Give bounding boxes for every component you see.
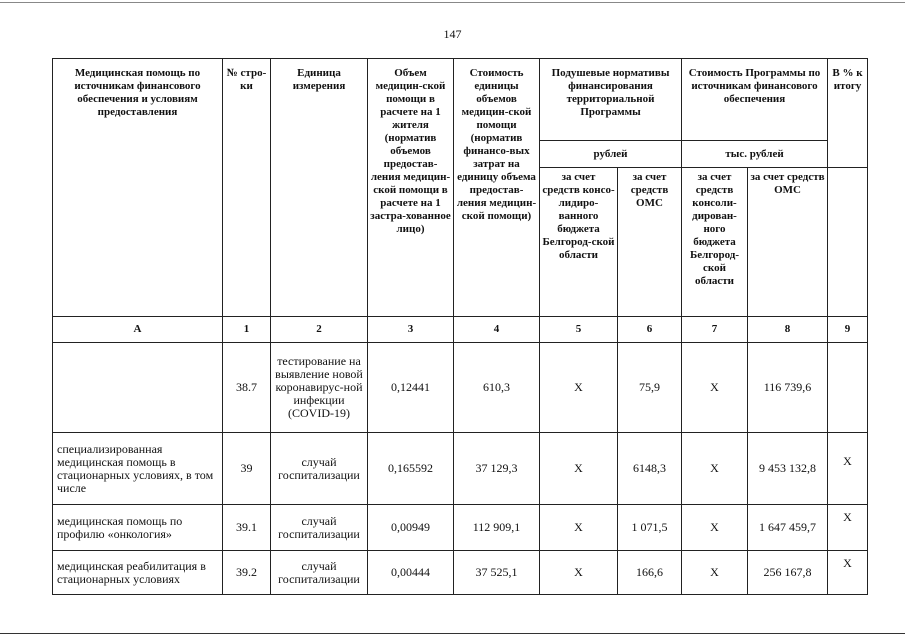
row-cost: 610,3: [454, 343, 540, 433]
header-group-per-capita: Подушевые нормативы финансирования территориальной Программы: [540, 59, 682, 141]
row-name: специализированная медицинская помощь в стационарных условиях, в том числе: [53, 433, 223, 505]
table-row: [53, 343, 868, 433]
row-name: медицинская помощь по профилю «онкология»: [53, 505, 223, 551]
index-cell: 7: [682, 317, 748, 343]
header-col-6: за счет средств ОМС: [618, 168, 682, 317]
row-cost: 112 909,1: [454, 505, 540, 551]
header-col-7: за счет средств консоли-дирован-ного бюджета Белгород-ской области: [682, 168, 748, 317]
row-per-capita-budget: Х: [540, 433, 618, 505]
index-cell: 6: [618, 317, 682, 343]
row-volume: 0,00949: [368, 505, 454, 551]
header-col-3: Объем медицин-ской помощи в расчете на 1 жителя (норматив объемов предостав-ления медицин-ской помощи в расчете на 1 застра-хованное лицо): [368, 59, 454, 317]
row-percent: [828, 343, 868, 433]
row-program-oms: 9 453 132,8: [748, 433, 828, 505]
row-line-number: 39.1: [223, 505, 271, 551]
row-unit: случай госпитализации: [271, 505, 368, 551]
row-line-number: 39.2: [223, 551, 271, 595]
index-cell: 3: [368, 317, 454, 343]
row-name: медицинская реабилитация в стационарных условиях: [53, 551, 223, 595]
row-program-budget: Х: [682, 551, 748, 595]
row-volume: 0,12441: [368, 343, 454, 433]
header-units-thous-rub: тыс. рублей: [682, 141, 828, 168]
row-program-oms: 1 647 459,7: [748, 505, 828, 551]
row-program-budget: Х: [682, 343, 748, 433]
row-unit: случай госпитализации: [271, 433, 368, 505]
row-program-oms: 116 739,6: [748, 343, 828, 433]
header-col-5: за счет средств консо-лидиро-ванного бюджета Белгород-ской области: [540, 168, 618, 317]
row-per-capita-oms: 75,9: [618, 343, 682, 433]
row-program-budget: Х: [682, 433, 748, 505]
header-col-4: Стоимость единицы объемов медицин-ской помощи (норматив финансо-вых затрат на единицу объема предостав-ления медицин-ской помощи): [454, 59, 540, 317]
index-cell: 4: [454, 317, 540, 343]
row-per-capita-budget: Х: [540, 343, 618, 433]
row-line-number: 38.7: [223, 343, 271, 433]
row-per-capita-budget: Х: [540, 505, 618, 551]
index-cell: 5: [540, 317, 618, 343]
table-row: [53, 505, 868, 551]
header-group-program-cost: Стоимость Программы по источникам финансового обеспечения: [682, 59, 828, 141]
header-col-1: № стро-ки: [223, 59, 271, 317]
row-program-oms: 256 167,8: [748, 551, 828, 595]
row-per-capita-oms: 166,6: [618, 551, 682, 595]
row-unit: тестирование на выявление новой коронавирус-ной инфекции (COVID-19): [271, 343, 368, 433]
index-cell: 8: [748, 317, 828, 343]
row-cost: 37 525,1: [454, 551, 540, 595]
row-per-capita-oms: 1 071,5: [618, 505, 682, 551]
table-row: [53, 433, 868, 505]
header-col-9-empty: [828, 168, 868, 317]
index-cell: 1: [223, 317, 271, 343]
index-cell: А: [53, 317, 223, 343]
header-col-2: Единица измерения: [271, 59, 368, 317]
column-index-row: [53, 317, 868, 343]
row-program-budget: Х: [682, 505, 748, 551]
header-col-9: В % к итогу: [828, 59, 868, 168]
index-cell: 9: [828, 317, 868, 343]
header-units-rub: рублей: [540, 141, 682, 168]
row-line-number: 39: [223, 433, 271, 505]
top-edge-line: [0, 2, 905, 3]
row-cost: 37 129,3: [454, 433, 540, 505]
header-col-8: за счет средств ОМС: [748, 168, 828, 317]
page-number: 147: [443, 27, 462, 41]
row-volume: 0,165592: [368, 433, 454, 505]
row-unit: случай госпитализации: [271, 551, 368, 595]
row-per-capita-oms: 6148,3: [618, 433, 682, 505]
row-volume: 0,00444: [368, 551, 454, 595]
table-row: [53, 551, 868, 595]
row-name: [53, 343, 223, 433]
header-row-1: [53, 59, 868, 141]
header-col-a: Медицинская помощь по источникам финансового обеспечения и условиям предоставления: [53, 59, 223, 317]
bottom-edge-line: [0, 633, 905, 634]
row-per-capita-budget: Х: [540, 551, 618, 595]
financing-table: [52, 58, 868, 595]
row-percent: Х: [828, 433, 868, 505]
index-cell: 2: [271, 317, 368, 343]
row-percent: Х: [828, 551, 868, 595]
row-percent: Х: [828, 505, 868, 551]
